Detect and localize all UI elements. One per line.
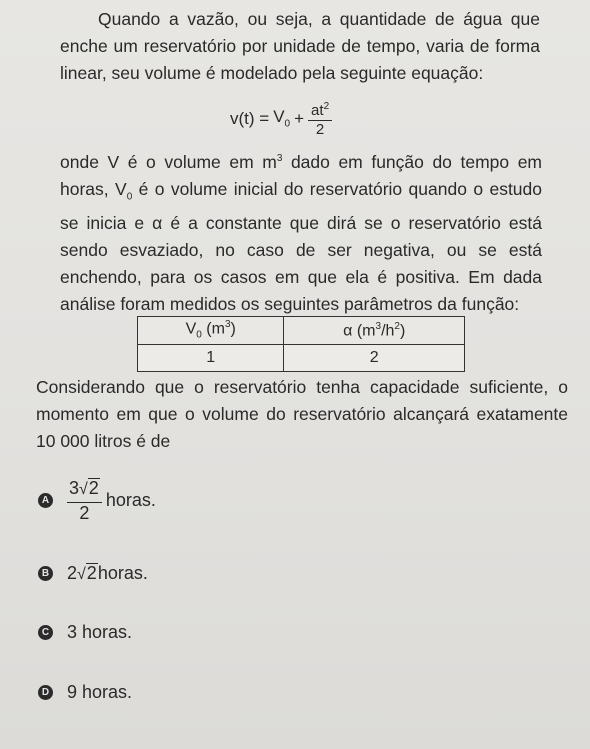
definition-paragraph: onde V é o volume em $m^3$ dado em função do tempo em horas, $V_0$ é o volume inicial do reservatório quando o estudo se inicia e α é a constante que dirá se o reservatório está sendo esvaziado, no caso de ser negativa, ou se está enchendo, para os casos em que ela é positiva. Em dada análise foram medidos os seguintes parâmetros da função: xyxy=(60,151,543,315)
option-c-badge: C xyxy=(38,625,53,640)
option-d-text: 9 horas. xyxy=(67,682,133,702)
table-header-v0: $V_0$ $(m^3)$ xyxy=(138,317,284,345)
parameters-table xyxy=(137,316,465,372)
option-c[interactable] xyxy=(38,622,132,643)
equation-plus: + xyxy=(294,108,305,128)
option-b[interactable] xyxy=(38,563,148,584)
option-a-suffix: horas. xyxy=(105,490,156,510)
table-header-alpha: α $(m^3/h^2)$ xyxy=(284,317,465,345)
option-d[interactable] xyxy=(38,682,132,703)
intro-paragraph: Quando a vazão, ou seja, a quantidade de água que enche um reservatório por unidade de tempo, varia de forma linear, seu volume é modelado pela seguinte equação: xyxy=(60,9,540,83)
equation-lhs: v(t) = xyxy=(230,108,270,128)
option-c-text: 3 horas. xyxy=(67,622,133,642)
option-a-fraction: 3√2 2 xyxy=(67,478,102,523)
table-cell-v0-value: 1 xyxy=(138,344,284,372)
equation-v0: $V_0$ xyxy=(273,107,291,130)
option-a[interactable] xyxy=(38,478,156,523)
equation-fraction: $\frac{at^2}{2}$ xyxy=(308,98,332,139)
volume-equation xyxy=(230,98,332,139)
option-b-suffix: horas. xyxy=(97,563,148,583)
table-cell-alpha-value: 2 xyxy=(284,344,465,372)
question-paragraph: Considerando que o reservatório tenha capacidade suficiente, o momento em que o volume do reservatório alcançará exatamente 10 000 litros é de xyxy=(36,377,568,451)
option-a-badge: A xyxy=(38,493,53,508)
option-b-badge: B xyxy=(38,566,53,581)
option-d-badge: D xyxy=(38,685,53,700)
option-b-value: 2√2 xyxy=(67,563,97,583)
